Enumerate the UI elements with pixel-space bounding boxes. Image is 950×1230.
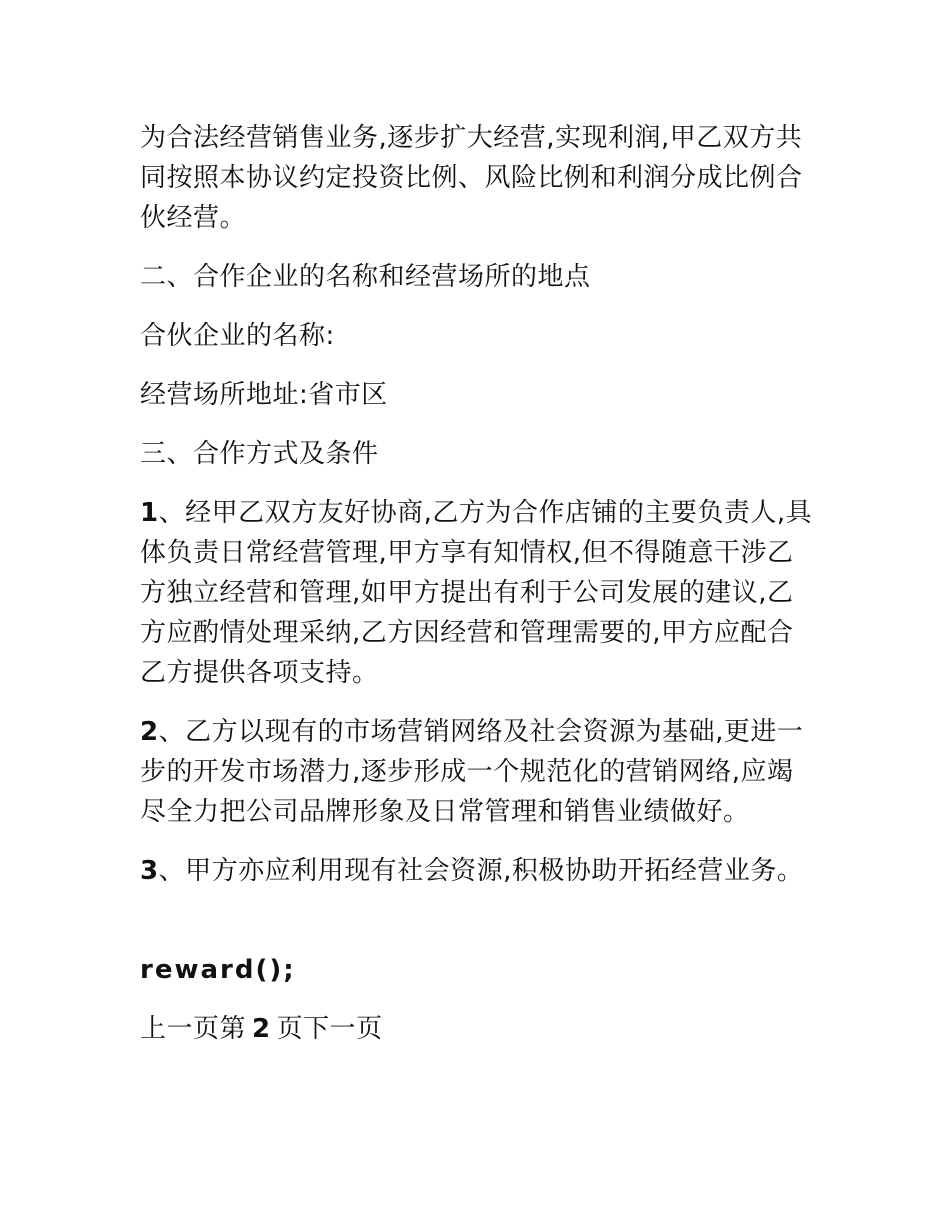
paragraph-intro: 为合法经营销售业务,逐步扩大经营,实现利润,甲乙双方共同按照本协议约定投资比例、风险比例和利润分成比例合伙经营。 xyxy=(140,123,803,233)
section-heading-3: 三、合作方式及条件 xyxy=(140,439,379,469)
clause-2-number: 2 xyxy=(140,717,159,747)
clause-3-text: 、甲方亦应利用现有社会资源,积极协助开拓经营业务。 xyxy=(158,856,804,886)
clause-1-number: 1 xyxy=(140,498,159,528)
clause-1-text: 、经甲乙双方友好协商,乙方为合作店铺的主要负责人,具体负责日常经营管理,甲方享有知情权,但不得随意干涉乙方独立经营和管理,如甲方提出有利于公司发展的建议,乙方应酌情处理采纳,乙方因经营和管理需要的,甲方应配合乙方提供各项支持。 xyxy=(140,498,813,688)
enterprise-name-line: 合伙企业的名称: xyxy=(140,321,335,351)
clause-2-text: 、乙方以现有的市场营销网络及社会资源为基础,更进一步的开发市场潜力,逐步形成一个规范化的营销网络,应竭尽全力把公司品牌形象及日常管理和销售业绩做好。 xyxy=(140,717,804,827)
page-prefix: 第 xyxy=(219,1014,247,1044)
clause-2 xyxy=(140,712,820,832)
clause-3 xyxy=(140,851,820,891)
clause-3-number: 3 xyxy=(140,856,159,886)
clause-1 xyxy=(140,493,820,693)
page-number: 2 xyxy=(252,1014,271,1044)
document-body xyxy=(140,118,820,1049)
pager xyxy=(140,1009,820,1049)
page-suffix: 页 xyxy=(276,1014,304,1044)
code-line: reward(); xyxy=(140,955,296,985)
section-heading-2: 二、合作企业的名称和经营场所的地点 xyxy=(140,262,591,292)
prev-page-link[interactable]: 上一页 xyxy=(140,1014,220,1044)
address-line: 经营场所地址:省市区 xyxy=(140,380,388,410)
next-page-link[interactable]: 下一页 xyxy=(303,1014,383,1044)
